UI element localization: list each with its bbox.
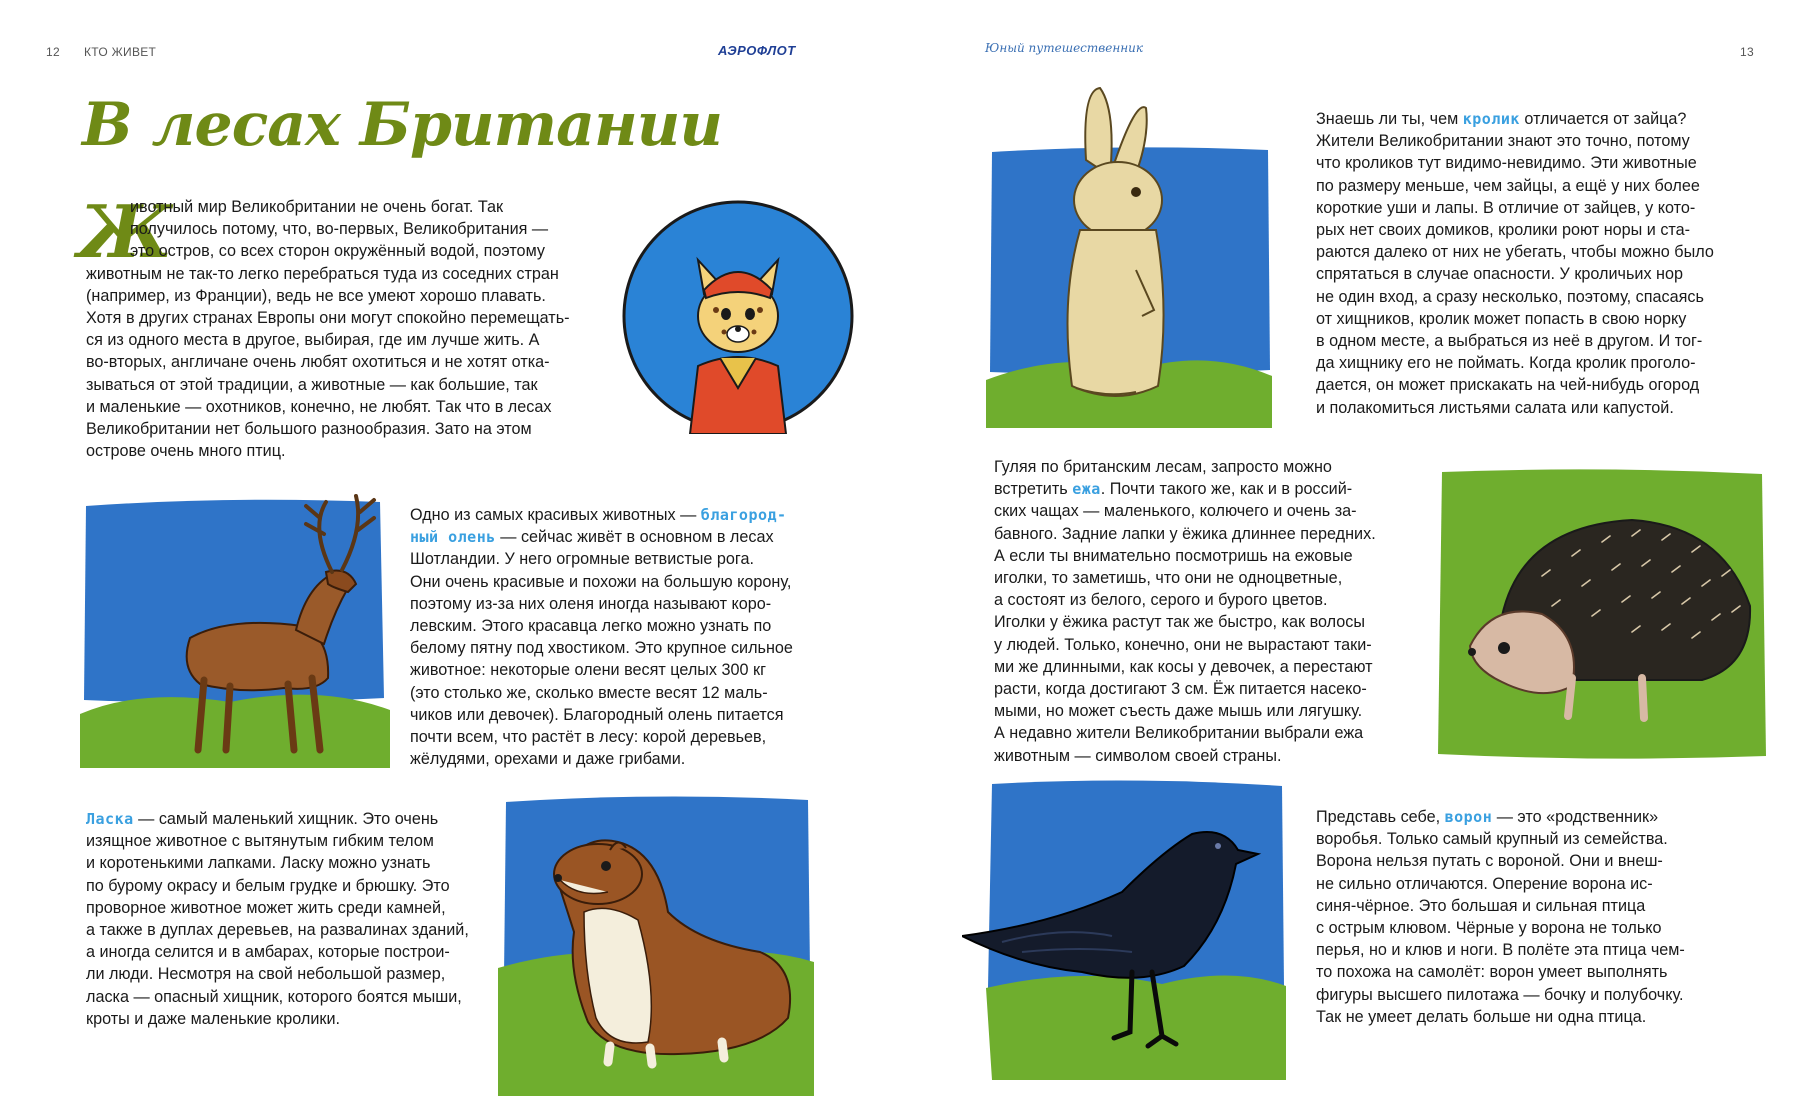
hedgehog-line: Иголки у ёжика растут так же быстро, как волосы bbox=[994, 613, 1366, 632]
deer-line: левским. Этого красавца легко можно узнать по bbox=[410, 617, 772, 636]
raven-line bbox=[1316, 806, 1776, 828]
deer-line: жёлудями, орехами и даже грибами. bbox=[410, 750, 686, 769]
hedgehog-line: иголки, то заметишь, что они не одноцветные, bbox=[994, 569, 1343, 588]
raven-line: фигуры высшего пилотажа — бочку и полубочку. bbox=[1316, 985, 1684, 1004]
deer-line: Шотландии. У него огромные ветвистые рога. bbox=[410, 550, 754, 569]
weasel-text: — самый маленький хищник. Это очень bbox=[133, 810, 439, 828]
rabbit-text: отличается от зайца? bbox=[1519, 110, 1687, 128]
rabbit-line: что кроликов тут видимо-невидимо. Эти животные bbox=[1316, 154, 1697, 173]
deer-line: Они очень красивые и похожи на большую корону, bbox=[410, 572, 792, 591]
deer-text: — сейчас живёт в основном в лесах bbox=[495, 528, 774, 547]
weasel-line: ли люди. Несмотря на свой небольшой размер, bbox=[86, 965, 446, 984]
deer-line: белому пятну под хвостиком. Это крупное сильное bbox=[410, 639, 793, 658]
hedgehog-line: расти, когда достигают 3 см. Ёж питается насеко- bbox=[994, 680, 1367, 699]
intro-line: острове очень много птиц. bbox=[86, 442, 286, 461]
raven-line: не сильно отличаются. Оперение ворона ис- bbox=[1316, 874, 1653, 893]
rabbit-line: рых нет своих домиков, кролики роют норы и ста- bbox=[1316, 221, 1691, 240]
weasel-line: по бурому окрасу и белым грудке и брюшку. Это bbox=[86, 876, 450, 895]
hedgehog-text: встретить bbox=[994, 480, 1073, 499]
intro-line: получилось потому, что, во-первых, Великобритания — bbox=[130, 220, 549, 239]
raven-text: — это «родственник» bbox=[1492, 808, 1659, 826]
raven-line: с острым клювом. Чёрные у ворона не только bbox=[1316, 919, 1662, 938]
hedgehog-paragraph bbox=[994, 456, 1424, 767]
hedgehog-line: бавного. Задние лапки у ёжика длиннее передних. bbox=[994, 524, 1376, 543]
deer-paragraph bbox=[410, 504, 830, 770]
weasel-highlight: Ласка bbox=[86, 810, 134, 828]
raven-highlight: ворон bbox=[1444, 808, 1493, 826]
drop-cap: Ж bbox=[78, 189, 173, 274]
rabbit-highlight: кролик bbox=[1462, 110, 1520, 128]
deer-line: поэтому из-за них оленя иногда называют коро- bbox=[410, 594, 772, 613]
page-number-left: 12 bbox=[46, 45, 60, 59]
rabbit-line: по размеру меньше, чем зайцы, а ещё у них более bbox=[1316, 176, 1700, 195]
rabbit-line: спрятаться в случае опасности. У кроличьих нор bbox=[1316, 265, 1683, 284]
deer-illustration bbox=[80, 488, 390, 768]
hedgehog-line: ми же длинными, как косы у девочек, а перестают bbox=[994, 657, 1373, 676]
rabbit-line: не один вход, а сразу несколько, поэтому, спасаясь bbox=[1316, 287, 1704, 306]
raven-line: то похожа на самолёт: ворон умеет выполнять bbox=[1316, 963, 1668, 982]
rabbit-line: да хищнику его не поймать. Когда кролик проголо- bbox=[1316, 354, 1696, 373]
raven-line: Ворона нельзя путать с вороной. Они и внеш- bbox=[1316, 852, 1663, 871]
deer-line: чиков или девочек). Благородный олень питается bbox=[410, 705, 784, 724]
intro-line: ся из одного места в другое, выбирая, где им лучше жить. А bbox=[86, 331, 540, 350]
hedgehog-line: А недавно жители Великобритании выбрали ежа bbox=[994, 724, 1364, 743]
hedgehog-line: животным — символом своей страны. bbox=[994, 746, 1282, 765]
intro-line: (например, из Франции), ведь не все умеют хорошо плавать. bbox=[86, 286, 546, 305]
deer-highlight: ный олень bbox=[410, 528, 496, 547]
hedgehog-line bbox=[994, 478, 1424, 500]
intro-line: животным не так-то легко перебраться туда из соседних стран bbox=[86, 264, 559, 283]
weasel-line: проворное животное может жить среди камней, bbox=[86, 898, 446, 917]
rabbit-line bbox=[1316, 108, 1776, 130]
raven-line: Так не умеет делать больше ни одна птица. bbox=[1316, 1007, 1647, 1026]
page-number-right: 13 bbox=[1740, 45, 1754, 59]
weasel-line: кроты и даже маленькие кролики. bbox=[86, 1009, 341, 1028]
hedgehog-line: А если ты внимательно посмотришь на ежовые bbox=[994, 546, 1353, 565]
rabbit-line: от хищников, кролик может попасть в свою норку bbox=[1316, 309, 1687, 328]
mascot-illustration bbox=[620, 198, 856, 434]
weasel-line: и коротенькими лапками. Ласку можно узнать bbox=[86, 854, 431, 873]
deer-highlight: благород- bbox=[700, 506, 787, 524]
raven-text: Представь себе, bbox=[1316, 808, 1445, 826]
hedgehog-highlight: ежа bbox=[1072, 480, 1101, 499]
rabbit-illustration bbox=[986, 80, 1272, 428]
hedgehog-line: мыми, но может съесть даже мышь или лягушку. bbox=[994, 702, 1363, 721]
weasel-line: ласка — опасный хищник, которого боятся мыши, bbox=[86, 987, 462, 1006]
hedgehog-line: а состоят из белого, серого и бурого цветов. bbox=[994, 591, 1328, 610]
intro-line: Великобритании нет большого разнообразия. Зато на этом bbox=[86, 420, 532, 439]
intro-line: во-вторых, англичане очень любят охотиться и не хотят отка- bbox=[86, 353, 550, 372]
page-title: В лесах Британии bbox=[82, 90, 722, 160]
deer-line bbox=[410, 504, 830, 526]
deer-line: (это столько же, сколько вместе весят 12 маль- bbox=[410, 683, 768, 702]
weasel-line: изящное животное с вытянутым гибким телом bbox=[86, 832, 434, 851]
section-label: КТО ЖИВЕТ bbox=[84, 45, 157, 59]
deer-line: животное: некоторые олени весят целых 300 кг bbox=[410, 661, 766, 680]
hedgehog-line: ских чащах — маленького, колючего и очень за- bbox=[994, 502, 1357, 521]
raven-line: воробья. Только самый крупный из семейства. bbox=[1316, 830, 1668, 849]
raven-line: синя-чёрное. Это большая и сильная птица bbox=[1316, 896, 1646, 915]
weasel-line: а также в дуплах деревьев, на развалинах зданий, bbox=[86, 921, 469, 940]
weasel-paragraph bbox=[86, 808, 516, 1030]
weasel-line bbox=[86, 808, 516, 830]
hedgehog-text: . Почти такого же, как и в россий- bbox=[1100, 480, 1353, 499]
rabbit-line: в одном месте, а выбраться из неё в другом. И тог- bbox=[1316, 332, 1703, 351]
hedgehog-illustration bbox=[1432, 466, 1770, 762]
rabbit-paragraph bbox=[1316, 108, 1776, 419]
intro-line: ивотный мир Великобритании не очень богат. Так bbox=[130, 198, 504, 216]
hedgehog-line: Гуляя по британским лесам, запросто можно bbox=[994, 458, 1332, 476]
rabbit-line: дается, он может прискакать на чей-нибудь огород bbox=[1316, 376, 1700, 395]
weasel-illustration bbox=[498, 792, 814, 1096]
deer-line: почти всем, что растёт в лесу: корой деревьев, bbox=[410, 728, 767, 747]
intro-paragraph bbox=[86, 196, 606, 462]
rabbit-line: раются далеко от них не убегать, чтобы можно было bbox=[1316, 243, 1714, 262]
aeroflot-logo: АЭРОФЛОТ bbox=[718, 43, 796, 58]
magazine-logo: Юный путешественник bbox=[985, 41, 1144, 55]
intro-line: зываться от этой традиции, а животные — как большие, так bbox=[86, 375, 538, 394]
weasel-line: а иногда селится и в амбарах, которые построи- bbox=[86, 943, 450, 962]
intro-line: это остров, со всех сторон окружённый водой, поэтому bbox=[130, 242, 545, 261]
intro-line: и маленькие — охотников, конечно, не любят. Так что в лесах bbox=[86, 397, 552, 416]
deer-line bbox=[410, 526, 830, 548]
rabbit-line: Жители Великобритании знают это точно, потому bbox=[1316, 132, 1690, 151]
deer-text: Одно из самых красивых животных — bbox=[410, 506, 697, 524]
rabbit-text: Знаешь ли ты, чем bbox=[1316, 110, 1463, 128]
raven-illustration bbox=[962, 776, 1286, 1080]
rabbit-line: короткие уши и лапы. В отличие от зайцев, у кото- bbox=[1316, 198, 1696, 217]
intro-line: Хотя в других странах Европы они могут спокойно перемещать- bbox=[86, 309, 570, 328]
raven-paragraph bbox=[1316, 806, 1776, 1028]
hedgehog-line: у людей. Только, конечно, они не вырастают таки- bbox=[994, 635, 1372, 654]
rabbit-line: и полакомиться листьями салата или капустой. bbox=[1316, 398, 1674, 417]
raven-line: перья, но и клюв и ноги. В полёте эта птица чем- bbox=[1316, 941, 1685, 960]
